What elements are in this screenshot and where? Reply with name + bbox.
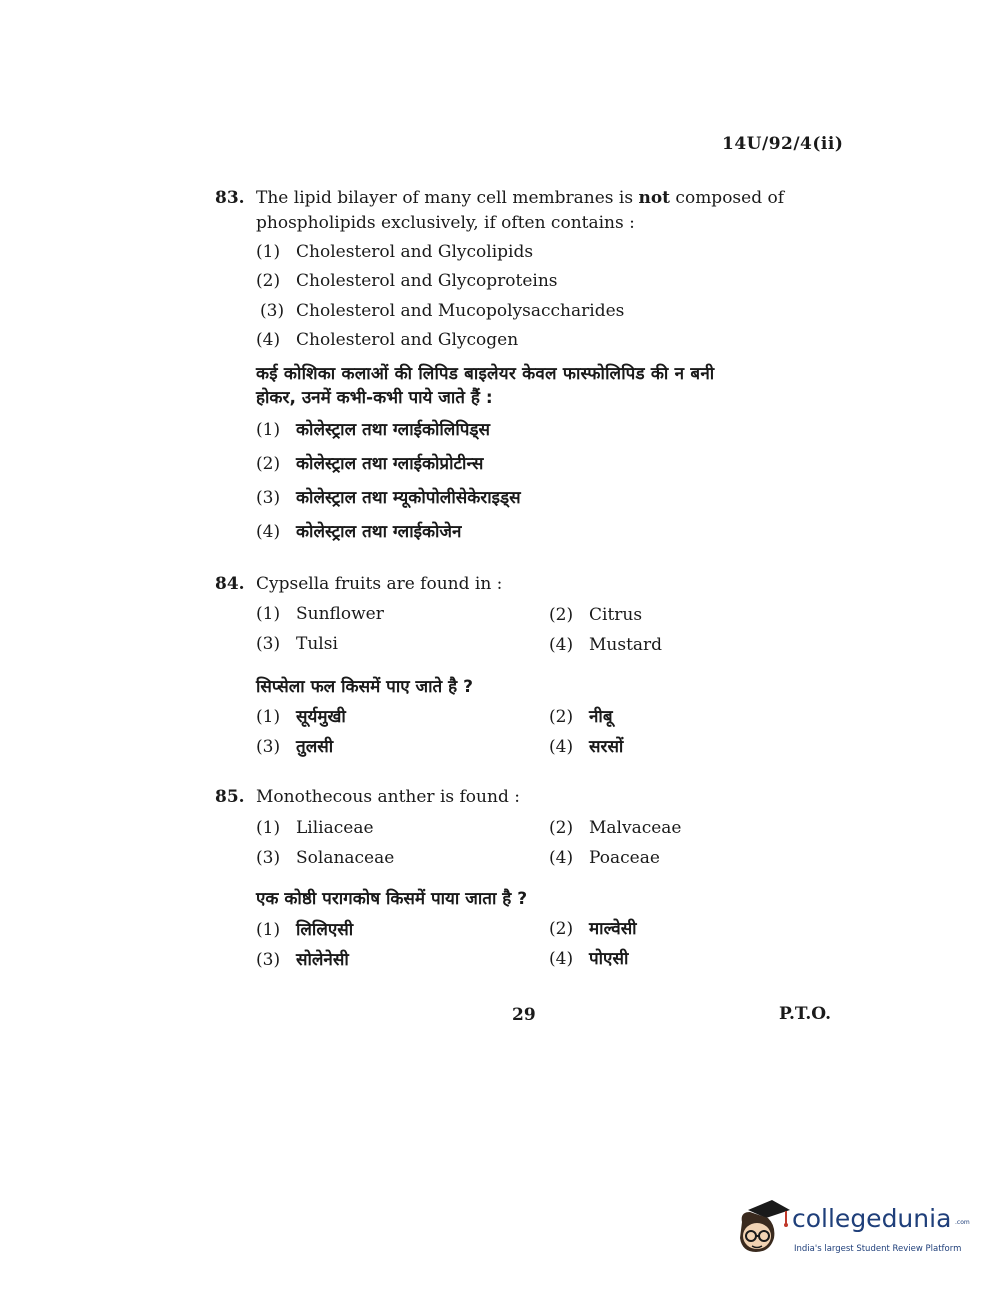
option-number: (4) bbox=[549, 635, 574, 655]
question-85-hindi-text: एक कोष्ठी परागकोष किसमें पाया जाता है ? bbox=[256, 889, 528, 909]
question-83-hindi-line2: होकर, उनमें कभी-कभी पाये जाते हैं : bbox=[256, 388, 493, 408]
option-number: (1) bbox=[256, 707, 281, 727]
question-84-option-1 bbox=[256, 604, 384, 624]
option-text: Liliaceae bbox=[296, 818, 374, 838]
option-text: सरसों bbox=[589, 737, 624, 757]
option-number: (3) bbox=[256, 848, 281, 868]
option-text: लिलिएसी bbox=[296, 920, 354, 940]
option-text: कोलेस्ट्राल तथा ग्लाईकोलिपिड्स bbox=[296, 420, 490, 440]
question-84-hindi-option-4 bbox=[549, 734, 623, 757]
option-number: (4) bbox=[549, 848, 574, 868]
question-83-hindi-option-4 bbox=[256, 519, 461, 542]
question-85-option-1 bbox=[256, 818, 374, 838]
option-number: (2) bbox=[549, 605, 574, 625]
question-83-hindi-line1: कई कोशिका कलाओं की लिपिड बाइलेयर केवल फास्फोलिपिड की न बनी bbox=[256, 364, 715, 384]
option-text: Cholesterol and Glycolipids bbox=[296, 242, 534, 262]
question-83-hindi-option-1 bbox=[256, 417, 490, 440]
question-83-text-line1 bbox=[256, 188, 784, 208]
option-text: Sunflower bbox=[296, 604, 384, 624]
brand-tagline: India's largest Student Review Platform bbox=[794, 1244, 962, 1254]
option-number: (4) bbox=[256, 522, 281, 542]
option-text: सूर्यमुखी bbox=[296, 707, 346, 727]
question-85-hindi-option-4 bbox=[549, 946, 628, 969]
option-number: (3) bbox=[260, 301, 285, 321]
pto-label: P.T.O. bbox=[779, 1004, 831, 1024]
collegedunia-watermark bbox=[734, 1196, 970, 1266]
option-text: Malvaceae bbox=[589, 818, 682, 838]
brand-domain: .com bbox=[955, 1219, 970, 1226]
question-83-number: 83. bbox=[215, 188, 245, 208]
option-number: (1) bbox=[256, 818, 281, 838]
option-text: Citrus bbox=[589, 605, 643, 625]
option-text: Solanaceae bbox=[296, 848, 395, 868]
question-85-hindi-option-2 bbox=[549, 916, 637, 939]
question-84-hindi-text: सिप्सेला फल किसमें पाए जाते है ? bbox=[256, 677, 473, 697]
option-text: Mustard bbox=[589, 635, 663, 655]
option-text: पोएसी bbox=[589, 949, 629, 969]
question-83-text-part: The lipid bilayer of many cell membranes is bbox=[256, 188, 639, 208]
option-text: Cholesterol and Glycoproteins bbox=[296, 271, 558, 291]
option-text: कोलेस्ट्राल तथा ग्लाईकोजेन bbox=[296, 522, 462, 542]
question-83-text-part: composed of bbox=[670, 188, 785, 208]
question-84-text: Cypsella fruits are found in : bbox=[256, 574, 503, 594]
option-number: (2) bbox=[256, 271, 281, 291]
option-number: (1) bbox=[256, 604, 281, 624]
brand-name: collegedunia bbox=[792, 1204, 952, 1233]
option-number: (4) bbox=[549, 737, 574, 757]
option-number: (4) bbox=[549, 949, 574, 969]
question-83-text-line2: phospholipids exclusively, if often contains : bbox=[256, 213, 635, 233]
question-85-option-4 bbox=[549, 848, 660, 868]
question-83-hindi-option-2 bbox=[256, 451, 483, 474]
question-83-option-4 bbox=[256, 330, 518, 350]
page-number: 29 bbox=[512, 1005, 536, 1025]
question-85-number: 85. bbox=[215, 787, 245, 807]
question-84-hindi-option-3 bbox=[256, 734, 333, 757]
question-84-option-4 bbox=[549, 635, 662, 655]
question-85-option-3 bbox=[256, 848, 394, 868]
question-83-option-3 bbox=[260, 301, 624, 321]
option-text: माल्वेसी bbox=[589, 919, 637, 939]
question-84-hindi-option-1 bbox=[256, 704, 346, 727]
option-number: (3) bbox=[256, 488, 281, 508]
option-number: (4) bbox=[256, 330, 281, 350]
option-number: (1) bbox=[256, 920, 281, 940]
option-number: (1) bbox=[256, 242, 281, 262]
question-83-option-2 bbox=[256, 271, 558, 291]
question-85-hindi-option-1 bbox=[256, 917, 353, 940]
question-84-number: 84. bbox=[215, 574, 245, 594]
question-83-emphasis: not bbox=[638, 188, 671, 208]
question-84-hindi-option-2 bbox=[549, 704, 613, 727]
option-text: कोलेस्ट्राल तथा ग्लाईकोप्रोटीन्स bbox=[296, 454, 484, 474]
question-84-option-2 bbox=[549, 605, 642, 625]
question-85-hindi-option-3 bbox=[256, 947, 349, 970]
option-number: (2) bbox=[549, 919, 574, 939]
option-text: कोलेस्ट्राल तथा म्यूकोपोलीसेकेराइड्स bbox=[296, 488, 521, 508]
option-number: (3) bbox=[256, 634, 281, 654]
option-text: Cholesterol and Glycogen bbox=[296, 330, 519, 350]
option-text: Tulsi bbox=[296, 634, 338, 654]
question-85-option-2 bbox=[549, 818, 682, 838]
question-83-hindi-option-3 bbox=[256, 485, 521, 508]
option-text: Poaceae bbox=[589, 848, 660, 868]
option-text: नीबू bbox=[589, 707, 613, 727]
option-text: Cholesterol and Mucopolysaccharides bbox=[296, 301, 625, 321]
question-85-text: Monothecous anther is found : bbox=[256, 787, 520, 807]
option-number: (3) bbox=[256, 950, 281, 970]
option-number: (2) bbox=[549, 818, 574, 838]
student-mascot-icon bbox=[734, 1196, 792, 1258]
option-number: (2) bbox=[256, 454, 281, 474]
option-number: (3) bbox=[256, 737, 281, 757]
question-83-option-1 bbox=[256, 242, 533, 262]
option-text: सोलेनेसी bbox=[296, 950, 349, 970]
option-number: (2) bbox=[549, 707, 574, 727]
question-84-option-3 bbox=[256, 634, 338, 654]
paper-code: 14U/92/4(ii) bbox=[722, 134, 844, 154]
option-number: (1) bbox=[256, 420, 281, 440]
option-text: तुलसी bbox=[296, 737, 334, 757]
